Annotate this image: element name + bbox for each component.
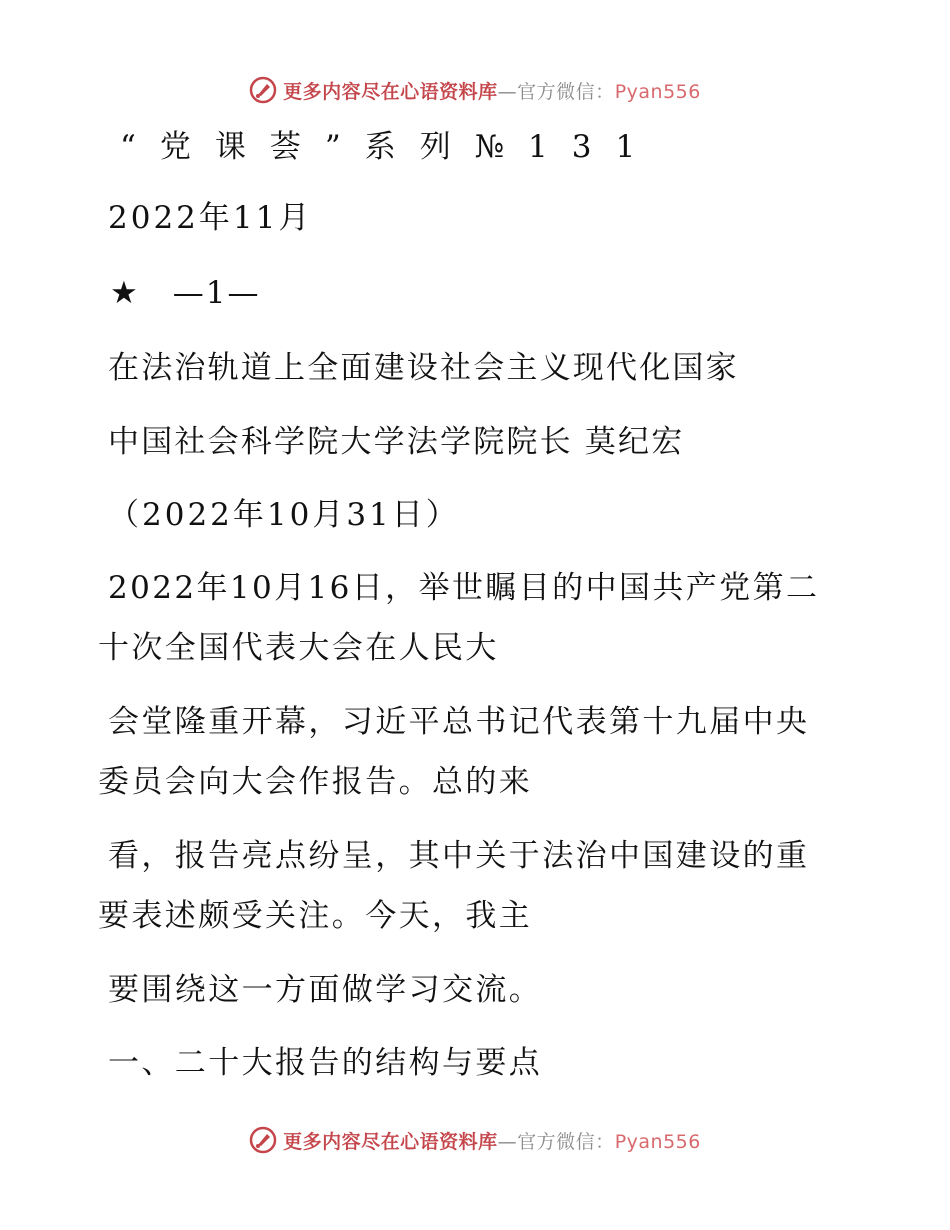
section-heading: 一、二十大报告的结构与要点: [108, 1045, 543, 1081]
body-line: 要表述颇受关注。今天，我主: [98, 898, 533, 934]
issue-date: 2022年11月: [108, 200, 313, 236]
page-number-marker: ★ —1—: [110, 275, 261, 311]
body-line: 十次全国代表大会在人民大: [98, 630, 499, 666]
series-label: “党课荟”系列№131: [120, 129, 660, 165]
body-line: 会堂隆重开幕，习近平总书记代表第十九届中央: [108, 704, 810, 740]
body-line: 要围绕这一方面做学习交流。: [108, 972, 543, 1008]
watermark-main: 更多内容尽在心语资料库: [283, 1130, 498, 1153]
body-line: 看，报告亮点纷呈，其中关于法治中国建设的重: [108, 838, 810, 874]
body-line: 委员会向大会作报告。总的来: [98, 764, 533, 800]
watermark-main: 更多内容尽在心语资料库: [283, 80, 498, 103]
speech-date: （2022年10月31日）: [108, 497, 460, 533]
article-author: 中国社会科学院大学法学院院长 莫纪宏: [108, 424, 685, 460]
footer-watermark: [0, 1120, 950, 1160]
watermark-sub: —官方微信：: [497, 80, 615, 103]
watermark-text: [283, 1127, 701, 1154]
watermark-id: Pyan556: [614, 1130, 701, 1153]
pen-nib-logo-icon: [249, 1126, 277, 1154]
header-watermark: [0, 70, 950, 110]
body-line: 2022年10月16日，举世瞩目的中国共产党第二: [108, 570, 820, 606]
watermark-text: [283, 77, 701, 104]
article-title: 在法治轨道上全面建设社会主义现代化国家: [108, 350, 739, 386]
watermark-sub: —官方微信：: [497, 1130, 615, 1153]
pen-nib-logo-icon: [249, 76, 277, 104]
watermark-id: Pyan556: [614, 80, 701, 103]
